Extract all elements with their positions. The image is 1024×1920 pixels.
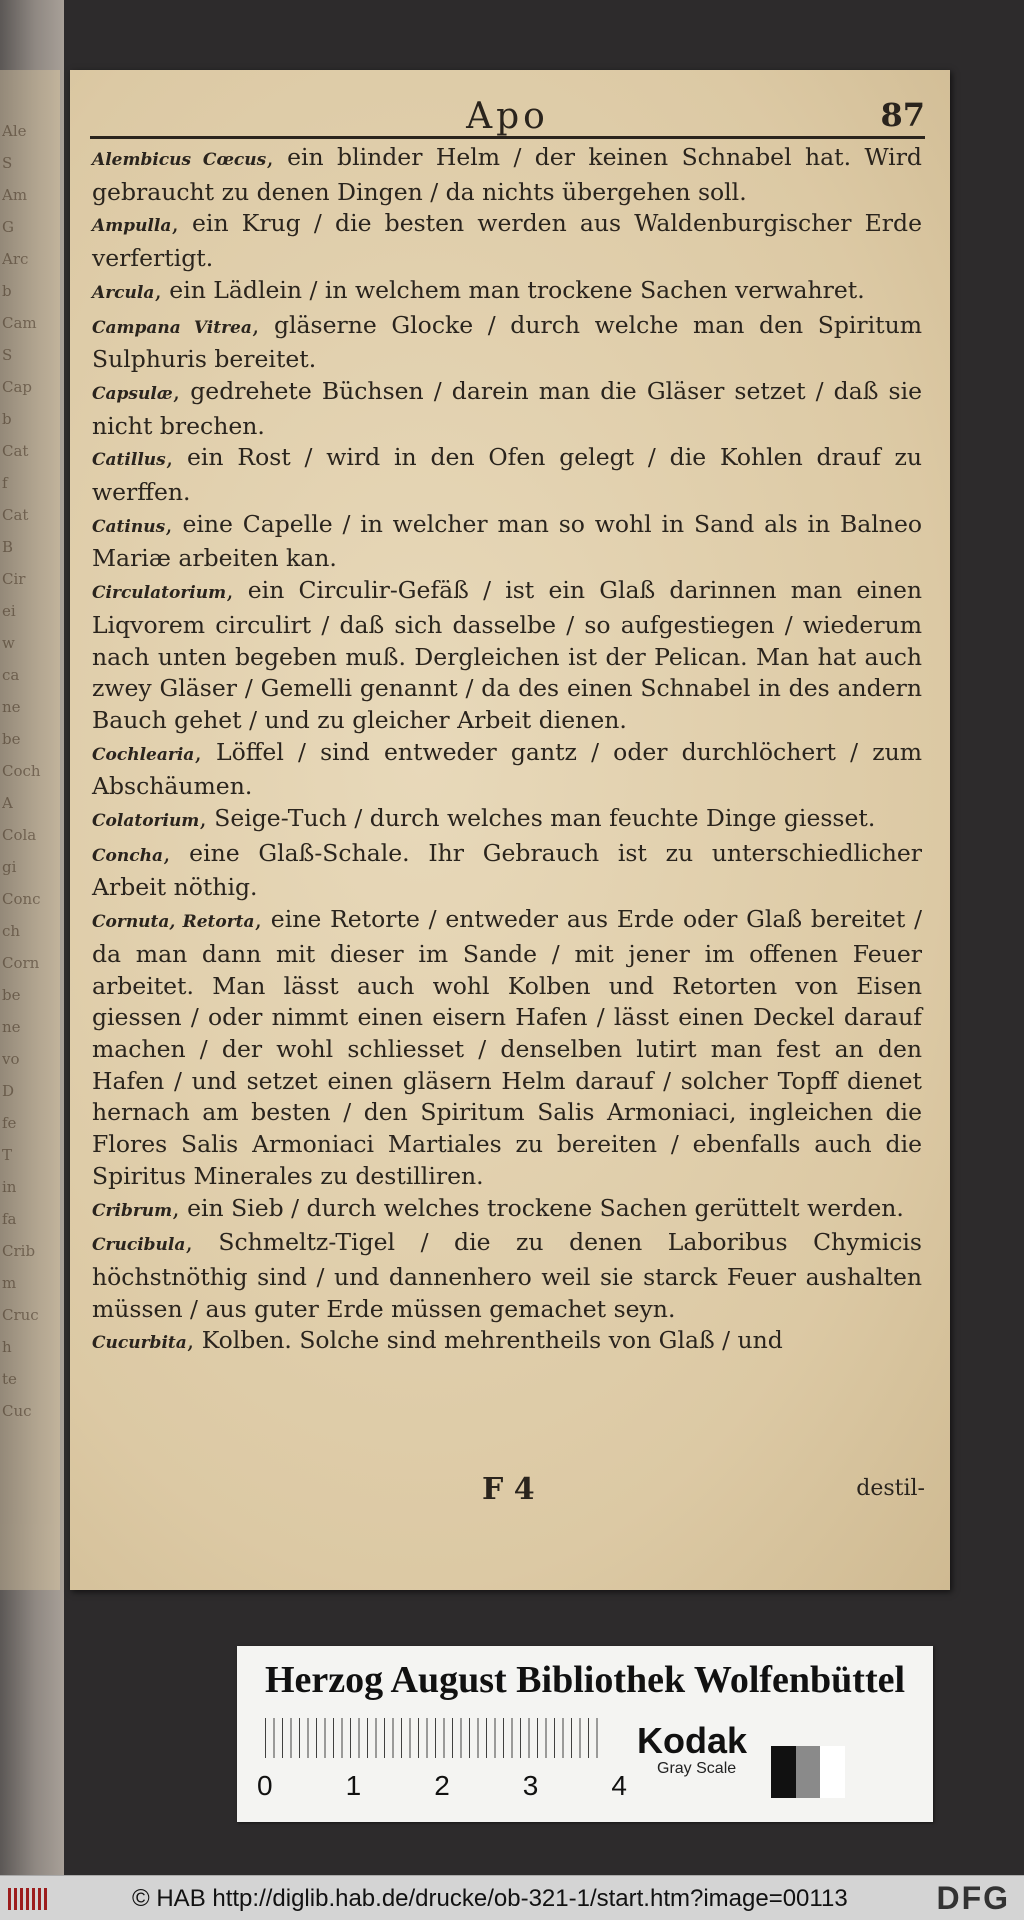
facing-page-fragment: S	[2, 346, 13, 364]
facing-page-fragment: Cat	[2, 506, 29, 524]
facing-page-fragment: fe	[2, 1114, 17, 1132]
source-credit-link[interactable]: © HAB http://diglib.hab.de/drucke/ob-321-1/start.htm?image=00113	[132, 1885, 848, 1912]
ruler-number: 2	[434, 1770, 450, 1801]
facing-page-fragment: ei	[2, 602, 16, 620]
glossary-entry	[92, 1325, 922, 1360]
facing-page-fragment: be	[2, 986, 21, 1004]
kodak-logo: Kodak	[637, 1720, 748, 1761]
facing-page-fragment: Cuc	[2, 1402, 32, 1420]
page-header	[90, 96, 925, 139]
facing-page-fragment: Cruc	[2, 1306, 39, 1324]
ruler-number: 4	[611, 1770, 627, 1801]
gray-patch	[820, 1746, 845, 1798]
hab-logo-icon	[8, 1888, 48, 1910]
entry-text: , eine Glaß-Schale. Ihr Gebrauch ist zu unterschiedlicher Arbeit nöthig.	[92, 838, 922, 902]
entry-lemma: Circulatorium	[92, 583, 227, 604]
facing-page-fragment: G	[2, 218, 14, 236]
viewer-footer-bar	[0, 1875, 1024, 1920]
ruler-numbers	[257, 1770, 627, 1802]
dfg-logo: DFG	[936, 1880, 1010, 1916]
glossary-entry	[92, 310, 922, 376]
facing-page-fragment: b	[2, 282, 12, 300]
facing-page-fragment: Conc	[2, 890, 41, 908]
facing-page-fragment: Crib	[2, 1242, 36, 1260]
facing-page-fragment: in	[2, 1178, 17, 1196]
entry-lemma: Arcula	[92, 282, 155, 303]
facing-page-fragment: Cat	[2, 442, 29, 460]
glossary-entry	[92, 737, 922, 803]
entry-lemma: Alembicus Cœcus	[92, 150, 267, 170]
facing-page-fragment: Coch	[2, 762, 41, 780]
facing-page-fragment: Cir	[2, 570, 26, 588]
page-footer	[90, 1472, 925, 1512]
facing-page-fragment: b	[2, 410, 12, 428]
entry-lemma: Cornuta, Retorta	[92, 912, 255, 933]
facing-page-fragment: w	[2, 634, 15, 652]
facing-page-fragment: T	[2, 1146, 13, 1164]
book-page	[70, 70, 950, 1590]
glossary-entry	[92, 509, 922, 575]
facing-page-fragment: S	[2, 154, 13, 172]
facing-page-fragment: Ale	[2, 122, 27, 140]
entry-text: , ein Krug / die besten werden aus Waldenburgischer Erde verfertigt.	[92, 209, 922, 273]
glossary-entries	[92, 142, 922, 1360]
facing-page-fragment: ne	[2, 1018, 21, 1036]
entry-text: , ein Lädlein / in welchem man trockene Sachen verwahret.	[154, 275, 865, 304]
entry-lemma: Cochlearia	[92, 744, 195, 765]
entry-text: , eine Retorte / entweder aus Erde oder Glaß bereitet / da man dann mit dieser im Sande / mit jener im offenen Feuer arbeitet. Man lässt auch wohl Kolben und Retorten von Eisen giessen / oder nimmt einen eisern Hafen / lässt einen Deckel darauf machen / der wohl schliesset / denselben lutirt man fest an den Hafen / und setzet einen gläsern Helm darauf / solcher Topff dienet hernach am besten / den Spiritum Salis Armoniaci, ingleichen die Flores Salis Armoniaci Martiales zu bereiten / ebenfalls auch die Spiritus Minerales zu destilliren.	[92, 905, 922, 1190]
entry-lemma: Cribrum	[92, 1200, 173, 1221]
facing-page-fragment: te	[2, 1370, 17, 1388]
entry-text: , eine Capelle / in welcher man so wohl in Sand als in Balneo Mariæ arbeiten kan.	[92, 509, 922, 573]
facing-page-fragment: ca	[2, 666, 20, 684]
glossary-entry	[92, 442, 922, 508]
entry-lemma: Catillus	[92, 450, 166, 471]
entry-text: , ein Circulir-Gefäß / ist ein Glaß darinnen man einen Liqvorem circulirt / daß sich dasselbe / so aufgestiegen / wiederum nach unten begeben muß. Dergleichen ist der Pelican. Man hat auch zwey Gläser / Gemelli genannt / da des einen Schnabel in des andern Bauch gehet / und zu gleicher Arbeit dienen.	[92, 576, 922, 734]
catchword: destil-	[856, 1476, 925, 1501]
ruler-number: 3	[522, 1770, 539, 1801]
facing-page-fragment: ne	[2, 698, 21, 716]
facing-page-fragment: h	[2, 1338, 12, 1356]
signature-mark: F 4	[482, 1472, 535, 1507]
glossary-entry	[92, 1227, 922, 1325]
entry-lemma: Campana Vitrea	[92, 317, 252, 338]
entry-text: , ein Rost / wird in den Ofen gelegt / die Kohlen drauf zu werffen.	[92, 443, 922, 507]
glossary-entry	[92, 575, 922, 737]
ruler-number: 1	[345, 1770, 362, 1801]
ruler-ticks	[265, 1718, 605, 1758]
gray-patch	[771, 1746, 796, 1798]
glossary-entry	[92, 1193, 922, 1228]
entry-text: , Löffel / sind entweder gantz / oder durchlöchert / zum Abschäumen.	[92, 737, 922, 801]
entry-lemma: Colatorium	[92, 811, 200, 832]
facing-page-fragment: be	[2, 730, 21, 748]
previous-page-margin	[0, 70, 60, 1590]
gray-scale-label: Gray Scale	[657, 1760, 737, 1777]
facing-page-fragment: f	[2, 474, 8, 492]
entry-lemma: Ampulla	[92, 216, 172, 237]
facing-page-fragment: B	[2, 538, 14, 556]
entry-lemma: Crucibula	[92, 1235, 186, 1256]
ruler-scale	[257, 1718, 627, 1801]
entry-text: , Kolben. Solche sind mehrentheils von Glaß / und	[186, 1326, 783, 1355]
ruler-number: 0	[257, 1770, 273, 1801]
gray-scale-patches	[771, 1746, 845, 1798]
entry-text: , gläserne Glocke / durch welche man den Spiritum Sulphuris bereitet.	[92, 310, 922, 374]
facing-page-fragment: Am	[2, 186, 28, 204]
running-head: Apo	[466, 96, 549, 137]
glossary-entry	[92, 208, 922, 274]
entry-text: , ein Sieb / durch welches trockene Sachen gerüttelt werden.	[172, 1193, 904, 1222]
facing-page-fragment: ch	[2, 922, 21, 940]
gray-patch	[796, 1746, 821, 1798]
facing-page-fragment: Cola	[2, 826, 37, 844]
color-target-card	[237, 1646, 933, 1822]
facing-page-fragment: Corn	[2, 954, 40, 972]
entry-text: , gedrehete Büchsen / darein man die Gläser setzet / daß sie nicht brechen.	[92, 376, 922, 440]
facing-page-fragment: Cam	[2, 314, 37, 332]
facing-page-fragment: A	[2, 794, 13, 812]
page-number: 87	[880, 96, 925, 134]
entry-lemma: Concha	[92, 845, 163, 866]
facing-page-fragment: Cap	[2, 378, 33, 396]
glossary-entry	[92, 904, 922, 1192]
entry-lemma: Cucurbita	[92, 1333, 187, 1354]
entry-lemma: Catinus	[92, 516, 166, 537]
facing-page-fragment: vo	[2, 1050, 20, 1068]
entry-text: , Schmeltz-Tigel / die zu denen Laboribus Chymicis höchstnöthig sind / und dannenhero weil sie starck Feuer aushalten müssen / aus guter Erde müssen gemachet seyn.	[92, 1228, 922, 1323]
facing-page-fragment: m	[2, 1274, 17, 1292]
library-name: Herzog August Bibliothek Wolfenbüttel	[264, 1659, 906, 1701]
glossary-entry	[92, 376, 922, 442]
facing-page-fragment: D	[2, 1082, 15, 1100]
entry-text: , Seige-Tuch / durch welches man feuchte Dinge giesset.	[199, 804, 876, 833]
entry-text: , ein blinder Helm / der keinen Schnabel hat. Wird gebraucht zu denen Dingen / da nichts übergehen soll.	[92, 143, 922, 206]
facing-page-fragment: Arc	[2, 250, 29, 268]
entry-lemma: Capsulæ	[92, 383, 173, 404]
glossary-entry	[92, 275, 922, 310]
glossary-entry	[92, 838, 922, 904]
glossary-entry	[92, 142, 922, 208]
glossary-entry	[92, 803, 922, 838]
facing-page-fragment: fa	[2, 1210, 17, 1228]
facing-page-edge	[0, 0, 64, 1875]
facing-page-fragment: gi	[2, 858, 17, 876]
